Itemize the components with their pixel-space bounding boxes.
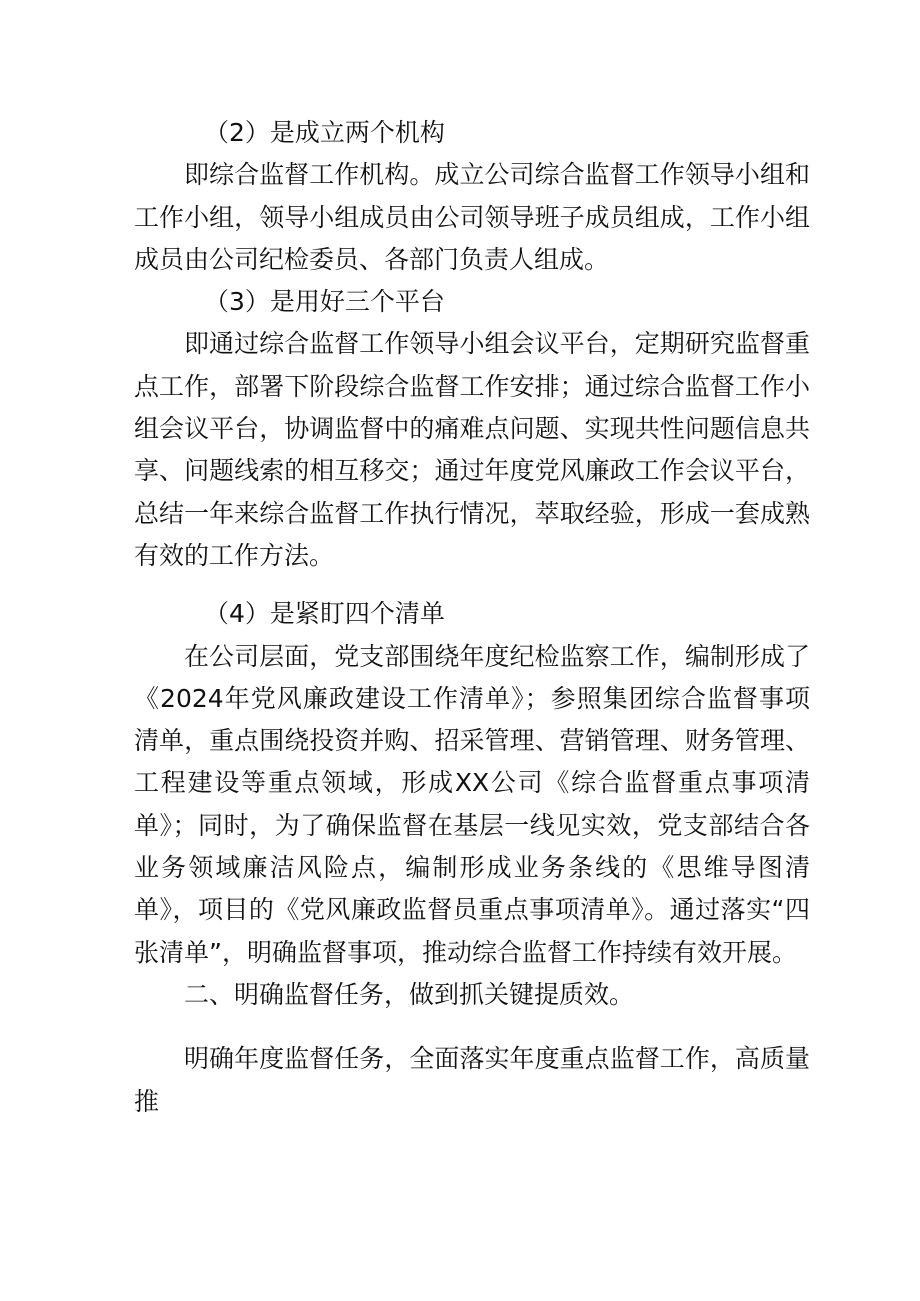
section-heading-two: 二、明确监督任务，做到抓关键提质效。: [184, 979, 635, 1009]
document-body: [134, 112, 810, 1123]
sub-heading-4: （4）是紧盯四个清单: [204, 599, 445, 629]
paragraph-four-lists: 在公司层面，党支部围绕年度纪检监察工作，编制形成了《2024年党风廉政建设工作清单》；参照集团综合监督事项清单，重点围绕投资并购、招采管理、营销管理、财务管理、工程建设等重点领域，形成XX公司《综合监督重点事项清单》；同时，为了确保监督在基层一线见实效，党支部结合各业务领域廉洁风险点，编制形成业务条线的《思维导图清单》，项目的《党风廉政监督员重点事项清单》。通过落实“四张清单”，明确监督事项，推动综合监督工作持续有效开展。: [134, 641, 810, 967]
paragraph-two-institutions: 即综合监督工作机构。成立公司综合监督工作领导小组和工作小组，领导小组成员由公司领导班子成员组成，工作小组成员由公司纪检委员、各部门负责人组成。: [134, 160, 810, 274]
sub-heading-2: （2）是成立两个机构: [204, 118, 445, 147]
paragraph-three-platforms: 即通过综合监督工作领导小组会议平台，定期研究监督重点工作，部署下阶段综合监督工作安排；通过综合监督工作小组会议平台，协调监督中的痛难点问题、实现共性问题信息共享、问题线索的相互移交；通过年度党风廉政工作会议平台，总结一年来综合监督工作执行情况，萃取经验，形成一套成熟有效的工作方法。: [134, 329, 810, 570]
sub-heading-3: （3）是用好三个平台: [204, 287, 445, 317]
paragraph-annual-tasks: 明确年度监督任务，全面落实年度重点监督工作，高质量推: [134, 1044, 810, 1116]
